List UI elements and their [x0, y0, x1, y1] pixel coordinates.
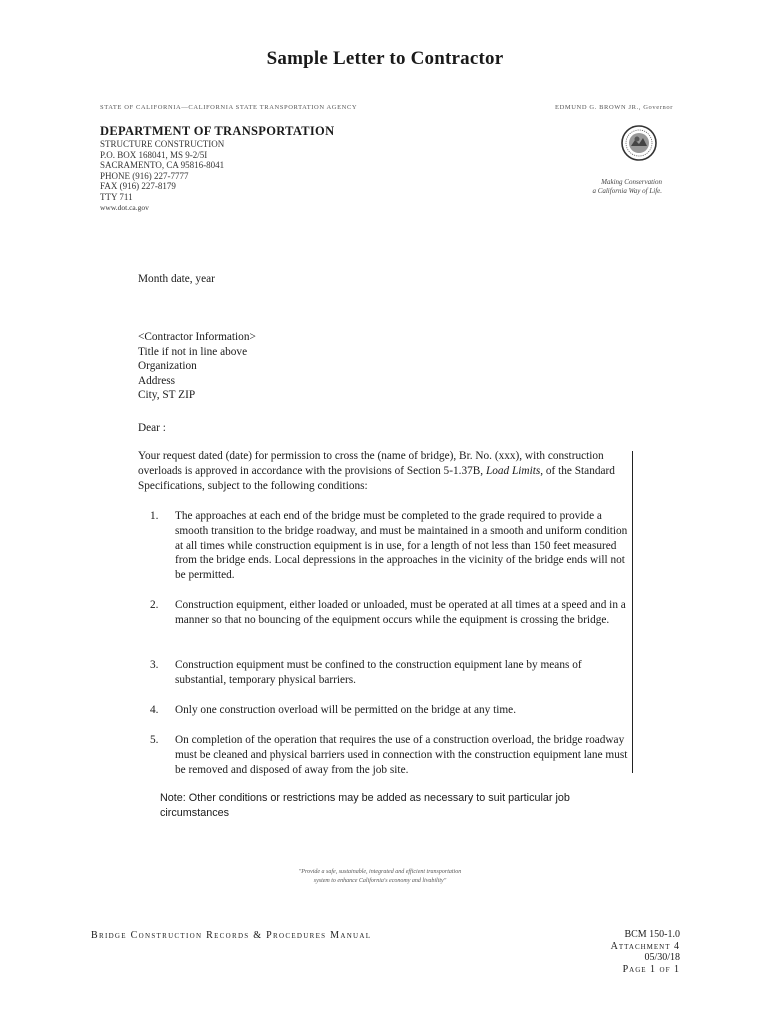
- condition-number: 3.: [150, 659, 159, 671]
- state-seal-icon: [621, 125, 657, 161]
- address-line: PHONE (916) 227-7777: [100, 170, 189, 181]
- letter-date: Month date, year: [138, 273, 215, 285]
- recipient-line: City, ST ZIP: [138, 389, 196, 402]
- address-line: SACRAMENTO, CA 95816-8041: [100, 160, 225, 171]
- condition-number: 1.: [150, 510, 159, 522]
- department-name: DEPARTMENT OF TRANSPORTATION: [100, 124, 335, 138]
- intro-text: , of the Standard Specifications, subject to the following conditions:: [138, 464, 615, 492]
- recipient-line: Organization: [138, 360, 197, 373]
- condition-item: [150, 509, 630, 583]
- revision-bar: [632, 451, 633, 773]
- condition-number: 2.: [150, 599, 159, 611]
- attachment-label: Attachment 4: [610, 940, 680, 952]
- address-line: TTY 711: [100, 191, 133, 202]
- doc-number: BCM 150-1.0: [624, 929, 680, 940]
- recipient-line: Title if not in line above: [138, 345, 248, 358]
- agency-line: STATE OF CALIFORNIA—CALIFORNIA STATE TRANSPORTATION AGENCY: [100, 104, 358, 111]
- quote-line: "Provide a safe, sustainable, integrated and efficient transportation: [298, 869, 462, 875]
- website: www.dot.ca.gov: [100, 202, 149, 212]
- doc-date: 05/30/18: [644, 952, 680, 963]
- condition-number: 5.: [150, 734, 159, 746]
- motto-line: Making Conservation: [601, 178, 662, 186]
- letterhead-address: [100, 139, 224, 213]
- recipient-block: [138, 330, 256, 403]
- salutation: Dear :: [138, 422, 166, 434]
- manual-title: Bridge Construction Records & Procedures Manual: [91, 930, 372, 941]
- address-line: FAX (916) 227-8179: [100, 181, 176, 192]
- condition-text: Construction equipment must be confined to the construction equipment lane by means of substantial, temporary physical barriers.: [175, 659, 582, 686]
- intro-italic: Load Limits: [485, 464, 541, 477]
- department-mission-quote: [230, 868, 530, 886]
- recipient-line: <Contractor Information>: [138, 331, 256, 343]
- condition-text: Only one construction overload will be permitted on the bridge at any time.: [175, 704, 517, 716]
- condition-item: [150, 733, 630, 777]
- page-number: Page 1 of 1: [622, 963, 680, 975]
- intro-paragraph: [138, 449, 624, 493]
- condition-item: [150, 598, 630, 628]
- document-title: Sample Letter to Contractor: [266, 48, 504, 69]
- motto-line: a California Way of Life.: [592, 187, 662, 195]
- condition-number: 4.: [150, 704, 159, 716]
- note-paragraph: Note: Other conditions or restrictions may be added as necessary to suit particular job circumstances: [160, 792, 570, 819]
- quote-line: system to enhance California's economy and livability": [313, 878, 447, 884]
- intro-text: Your request dated (date) for permission to cross the (name of bridge), Br. No. (xxx), with construction overloads is approved in accordance with the provisions of Section 5-1.37B,: [138, 450, 604, 477]
- motto: [540, 178, 662, 196]
- condition-text: On completion of the operation that requires the use of a construction overload, the bridge roadway must be cleaned and physical barriers used in connection with the construction equipment lane must be removed and disposed of away from the job site.: [175, 734, 628, 776]
- document-info: [560, 929, 680, 975]
- condition-item: [150, 703, 630, 718]
- recipient-line: Address: [138, 374, 176, 387]
- condition-text: Construction equipment, either loaded or unloaded, must be operated at all times at a speed and in a manner so that no bouncing of the equipment occurs while the equipment is crossing the bridge.: [175, 599, 626, 626]
- condition-text: The approaches at each end of the bridge must be completed to the grade required to provide a smooth transition to the bridge roadway, and must be maintained in a smooth and uniform condition at all times while construction equipment is in use, for a length of not less than 150 feet measured from the bridge ends. Local depressions in the approaches in the vicinity of the bridge ends will not be permitted.: [175, 510, 628, 582]
- address-line: P.O. BOX 168041, MS 9-2/5I: [100, 149, 208, 160]
- condition-item: [150, 658, 630, 688]
- governor-line: EDMUND G. BROWN JR., Governor: [555, 104, 673, 111]
- address-line: STRUCTURE CONSTRUCTION: [100, 139, 225, 149]
